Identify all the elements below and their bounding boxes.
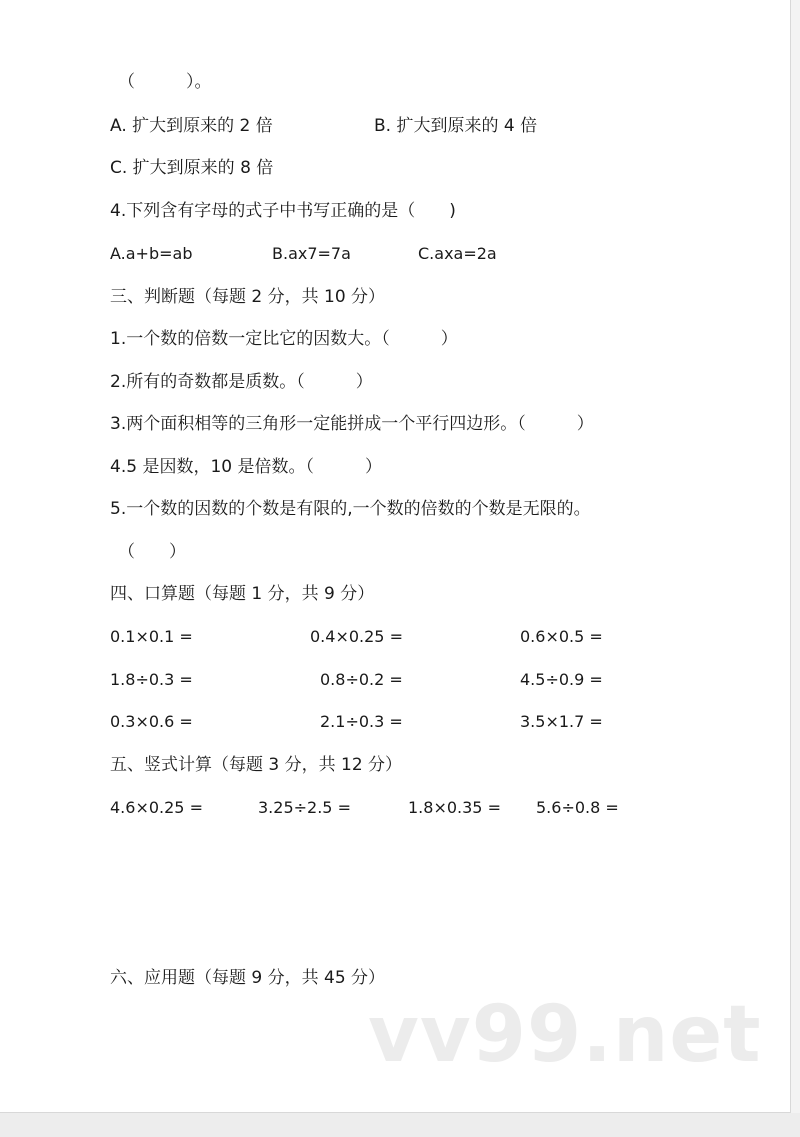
calc-cell: 2.1÷0.3 = — [320, 712, 403, 731]
q4-option-a: A.a+b=ab — [110, 244, 193, 263]
q3-answer-paren: （ ）。 — [118, 72, 212, 92]
judge-item-5-paren: （ ） — [118, 542, 186, 562]
watermark: vv99.net — [368, 990, 762, 1080]
vertical-calc-item: 5.6÷0.8 = — [536, 798, 619, 817]
calc-cell: 0.8÷0.2 = — [320, 670, 403, 689]
section6-title: 六、应用题（每题 9 分，共 45 分） — [110, 968, 386, 988]
calc-cell: 1.8÷0.3 = — [110, 670, 193, 689]
q3-option-c: C. 扩大到原来的 8 倍 — [110, 158, 274, 178]
calc-cell: 3.5×1.7 = — [520, 712, 603, 731]
section5-title: 五、竖式计算（每题 3 分，共 12 分） — [110, 755, 403, 775]
vertical-calc-item: 1.8×0.35 = — [408, 798, 501, 817]
judge-item-4: 4.5 是因数，10 是倍数。（ ） — [110, 457, 382, 477]
q4-option-c: C.axa=2a — [418, 244, 497, 263]
judge-item-5: 5.一个数的因数的个数是有限的,一个数的倍数的个数是无限的。 — [110, 499, 591, 519]
vertical-calc-item: 3.25÷2.5 = — [258, 798, 351, 817]
section3-title: 三、判断题（每题 2 分，共 10 分） — [110, 287, 386, 307]
calc-cell: 0.4×0.25 = — [310, 627, 403, 646]
judge-item-1: 1.一个数的倍数一定比它的因数大。（ ） — [110, 329, 458, 349]
judge-item-2: 2.所有的奇数都是质数。（ ） — [110, 372, 373, 392]
q3-option-b: B. 扩大到原来的 4 倍 — [374, 116, 538, 136]
q4-option-b: B.ax7=7a — [272, 244, 351, 263]
page-bottom-strip — [0, 1113, 800, 1137]
calc-cell: 4.5÷0.9 = — [520, 670, 603, 689]
q4-stem: 4.下列含有字母的式子中书写正确的是（ ) — [110, 201, 456, 221]
calc-cell: 0.6×0.5 = — [520, 627, 603, 646]
section4-title: 四、口算题（每题 1 分，共 9 分） — [110, 584, 375, 604]
calc-cell: 0.1×0.1 = — [110, 627, 193, 646]
vertical-calc-item: 4.6×0.25 = — [110, 798, 203, 817]
judge-item-3: 3.两个面积相等的三角形一定能拼成一个平行四边形。（ ） — [110, 414, 594, 434]
q3-option-a: A. 扩大到原来的 2 倍 — [110, 116, 273, 136]
calc-cell: 0.3×0.6 = — [110, 712, 193, 731]
